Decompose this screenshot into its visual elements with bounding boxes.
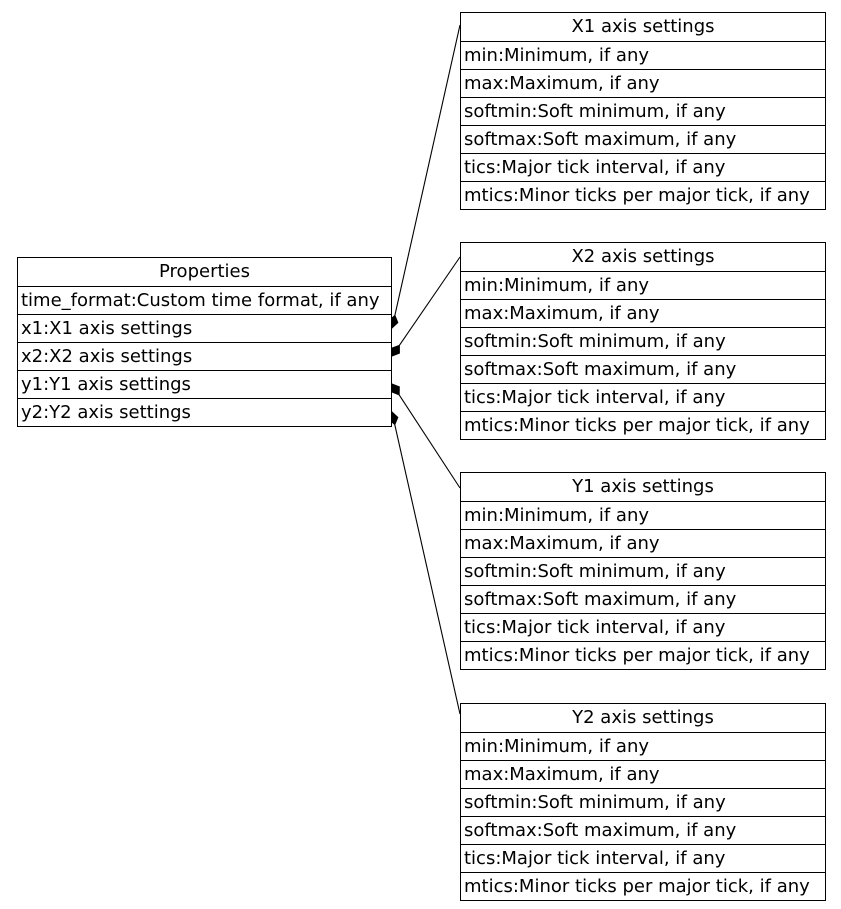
y1-row-max: max:Maximum, if any xyxy=(461,529,825,557)
x2-row-mtics: mtics:Minor ticks per major tick, if any xyxy=(461,411,825,439)
y1-axis-node xyxy=(460,472,826,670)
property-row-time-format: time_format:Custom time format, if any xyxy=(18,286,391,314)
edge-x1-to-x1-axis xyxy=(389,25,460,328)
y1-row-softmin: softmin:Soft minimum, if any xyxy=(461,557,825,585)
edge-y1-to-y1-axis xyxy=(392,384,460,488)
properties-title: Properties xyxy=(159,261,250,282)
y1-row-tics: tics:Major tick interval, if any xyxy=(461,613,825,641)
x2-row-max: max:Maximum, if any xyxy=(461,299,825,327)
property-row-x1: x1:X1 axis settings xyxy=(18,314,391,342)
x1-row-min: min:Minimum, if any xyxy=(461,41,825,69)
y2-row-min: min:Minimum, if any xyxy=(461,732,825,760)
y2-row-softmax: softmax:Soft maximum, if any xyxy=(461,816,825,844)
y1-row-softmax: softmax:Soft maximum, if any xyxy=(461,585,825,613)
x2-row-softmin: softmin:Soft minimum, if any xyxy=(461,327,825,355)
x2-row-softmax: softmax:Soft maximum, if any xyxy=(461,355,825,383)
x2-axis-node xyxy=(460,242,826,440)
x1-row-softmax: softmax:Soft maximum, if any xyxy=(461,125,825,153)
y2-axis-node xyxy=(460,703,826,901)
y1-row-min: min:Minimum, if any xyxy=(461,501,825,529)
y1-row-mtics: mtics:Minor ticks per major tick, if any xyxy=(461,641,825,669)
x1-row-softmin: softmin:Soft minimum, if any xyxy=(461,97,825,125)
x2-row-tics: tics:Major tick interval, if any xyxy=(461,383,825,411)
y1-axis-title: Y1 axis settings xyxy=(572,476,714,497)
x2-row-min: min:Minimum, if any xyxy=(461,271,825,299)
x1-axis-node xyxy=(460,12,826,210)
property-row-y2: y2:Y2 axis settings xyxy=(18,398,391,426)
x1-axis-title: X1 axis settings xyxy=(571,16,715,37)
y2-row-max: max:Maximum, if any xyxy=(461,760,825,788)
y2-row-softmin: softmin:Soft minimum, if any xyxy=(461,788,825,816)
edge-x2-to-x2-axis xyxy=(392,257,460,356)
x1-row-max: max:Maximum, if any xyxy=(461,69,825,97)
y2-row-mtics: mtics:Minor ticks per major tick, if any xyxy=(461,872,825,900)
y2-axis-title: Y2 axis settings xyxy=(572,707,714,728)
x1-row-mtics: mtics:Minor ticks per major tick, if any xyxy=(461,181,825,209)
y2-row-tics: tics:Major tick interval, if any xyxy=(461,844,825,872)
properties-node xyxy=(17,257,392,427)
x1-row-tics: tics:Major tick interval, if any xyxy=(461,153,825,181)
property-row-y1: y1:Y1 axis settings xyxy=(18,370,391,398)
diamond-tail-x2 xyxy=(392,345,399,356)
property-row-x2: x2:X2 axis settings xyxy=(18,342,391,370)
x2-axis-title: X2 axis settings xyxy=(571,246,715,267)
diamond-tail-y1 xyxy=(392,384,400,395)
edge-y2-to-y2-axis xyxy=(389,412,460,714)
